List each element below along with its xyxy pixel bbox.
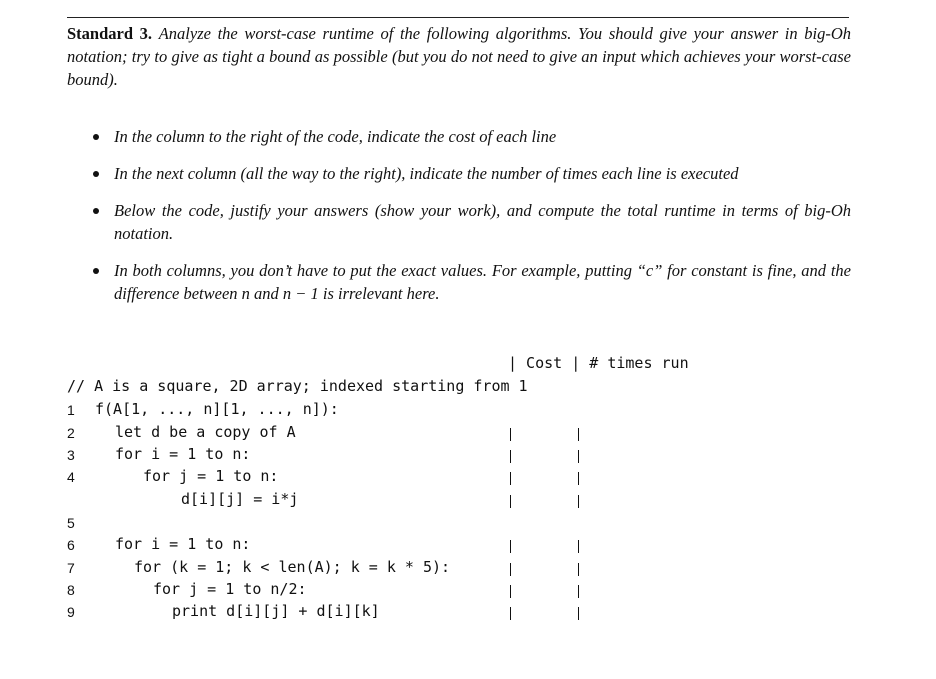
cost-column-separator xyxy=(510,428,511,441)
times-column-separator xyxy=(578,428,579,441)
code-line: for i = 1 to n: xyxy=(115,445,251,463)
code-line: for j = 1 to n: xyxy=(143,467,279,485)
code-line: f(A[1, ..., n][1, ..., n]): xyxy=(95,400,339,418)
cost-column-separator xyxy=(510,563,511,576)
instruction-item: In both columns, you don’t have to put the exact values. For example, putting “c” for constant is fine, and the difference between n and n − 1 is irrelevant here. xyxy=(67,259,851,305)
line-number: 8 xyxy=(67,582,75,598)
cost-column-separator xyxy=(510,540,511,553)
standard-label: Standard 3. xyxy=(67,24,153,43)
code-line: for i = 1 to n: xyxy=(115,535,251,553)
line-number: 4 xyxy=(67,469,75,485)
problem-text: Analyze the worst-case runtime of the following algorithms. You should give your answer in big-Oh notation; try to give as tight a bound as possible (but you do not need to give an input which achieves your worst-case bound). xyxy=(67,24,852,89)
line-number: 5 xyxy=(67,515,75,531)
code-block xyxy=(67,0,927,679)
instruction-item: Below the code, justify your answers (show your work), and compute the total runtime in terms of big-Oh notation. xyxy=(67,199,851,245)
cost-column-separator xyxy=(510,585,511,598)
cost-column-separator xyxy=(510,472,511,485)
line-number: 1 xyxy=(67,402,75,418)
table-header: | Cost | # times run xyxy=(508,354,689,372)
line-number: 7 xyxy=(67,560,75,576)
times-column-separator xyxy=(578,472,579,485)
line-number: 3 xyxy=(67,447,75,463)
line-number: 2 xyxy=(67,425,75,441)
times-column-separator xyxy=(578,450,579,463)
times-column-separator xyxy=(578,607,579,620)
instruction-item: In the next column (all the way to the right), indicate the number of times each line is executed xyxy=(67,162,851,185)
times-column-separator xyxy=(578,563,579,576)
code-line: let d be a copy of A xyxy=(115,423,296,441)
code-line: for (k = 1; k < len(A); k = k * 5): xyxy=(134,558,451,576)
instruction-item: In the column to the right of the code, indicate the cost of each line xyxy=(67,125,851,148)
cost-column-separator xyxy=(510,607,511,620)
code-line: d[i][j] = i*j xyxy=(181,490,299,508)
times-column-separator xyxy=(578,540,579,553)
cost-column-separator xyxy=(510,450,511,463)
times-column-separator xyxy=(578,495,579,508)
cost-column-separator xyxy=(510,495,511,508)
line-number: 9 xyxy=(67,604,75,620)
times-column-separator xyxy=(578,585,579,598)
line-number: 6 xyxy=(67,537,75,553)
code-line: for j = 1 to n/2: xyxy=(153,580,307,598)
code-comment: // A is a square, 2D array; indexed starting from 1 xyxy=(67,377,528,395)
code-line: print d[i][j] + d[i][k] xyxy=(172,602,380,620)
